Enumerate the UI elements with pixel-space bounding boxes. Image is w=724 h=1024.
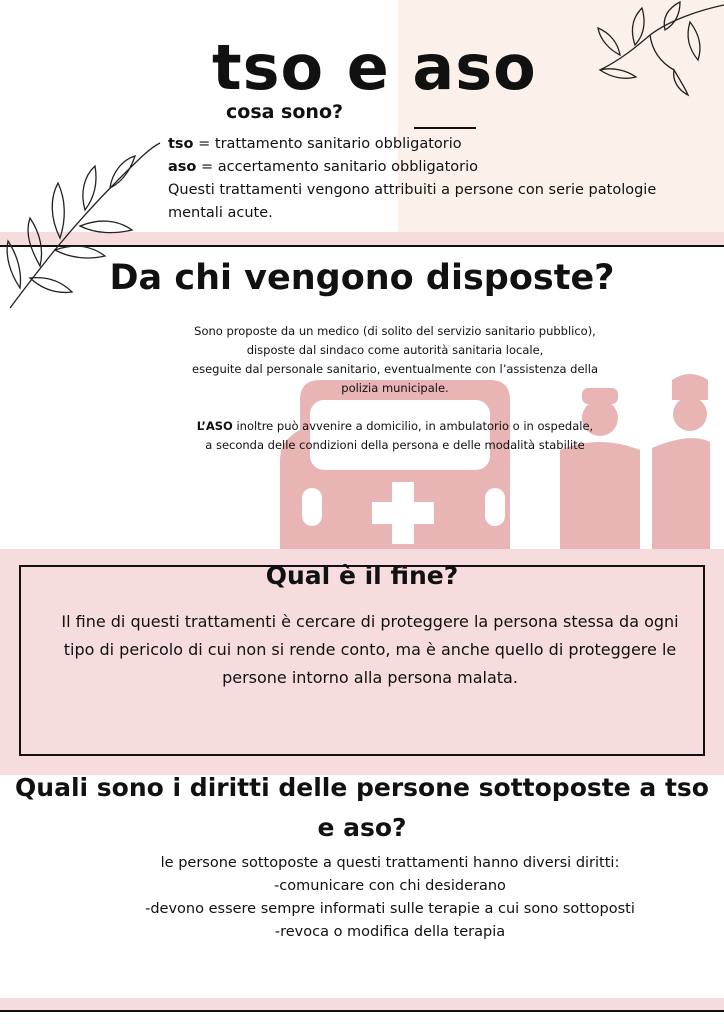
page-subtitle: cosa sono? [226,101,344,123]
definition-text: = accertamento sanitario obbligatorio [196,159,478,175]
intro-description: Questi trattamenti vengono attribuiti a persone con serie patologie mentali acute. [168,182,657,221]
text-line: le persone sottoposte a questi trattamenti hanno diversi diritti: [160,855,620,871]
section-text-disposte [160,322,630,455]
text-line: -revoca o modifica della terapia [274,924,506,940]
section-heading-diritti: Quali sono i diritti delle persone sottoposte a tso e aso? [15,773,709,842]
definitions [168,133,688,225]
page-title: tso e aso [212,31,537,104]
text-line: inoltre può avvenire a domicilio, in ambulatorio o in ospedale, [232,419,594,433]
definition-aso [168,156,688,179]
definition-tso [168,133,688,156]
text-line: Sono proposte da un medico (di solito del servizio sanitario pubblico), [194,324,596,338]
footer-line [0,1010,724,1012]
footer-band [0,998,724,1010]
text-line: disposte dal sindaco come autorità sanitaria locale, [246,343,544,357]
section-text-diritti [120,852,660,944]
aso-term: L’ASO [196,419,233,433]
definition-text: = trattamento sanitario obbligatorio [193,136,462,152]
title-underline [414,127,476,129]
text-line: -devono essere sempre informati sulle terapie a cui sono sottoposti [145,901,635,917]
definition-term: tso [168,136,194,152]
section-text-fine: Il fine di questi trattamenti è cercare di proteggere la persona stessa da ogni tipo di pericolo di cui non si rende conto, ma è anche quello di proteggere le persone intorno alla persona malata. [61,612,679,687]
text-line: eseguite dal personale sanitario, eventualmente con l’assistenza della [192,362,598,376]
section-heading-fine: Qual è il fine? [265,561,459,590]
text-line: a seconda delle condizioni della persona e delle modalità stabilite [205,438,585,452]
section-heading-disposte: Da chi vengono disposte? [109,258,615,298]
branch-decoration-right [590,0,724,100]
text-line: polizia municipale. [341,381,449,395]
aso-line [160,417,630,436]
police-officer-icon [652,374,710,550]
definition-term: aso [168,159,197,175]
text-line: -comunicare con chi desiderano [274,878,506,894]
